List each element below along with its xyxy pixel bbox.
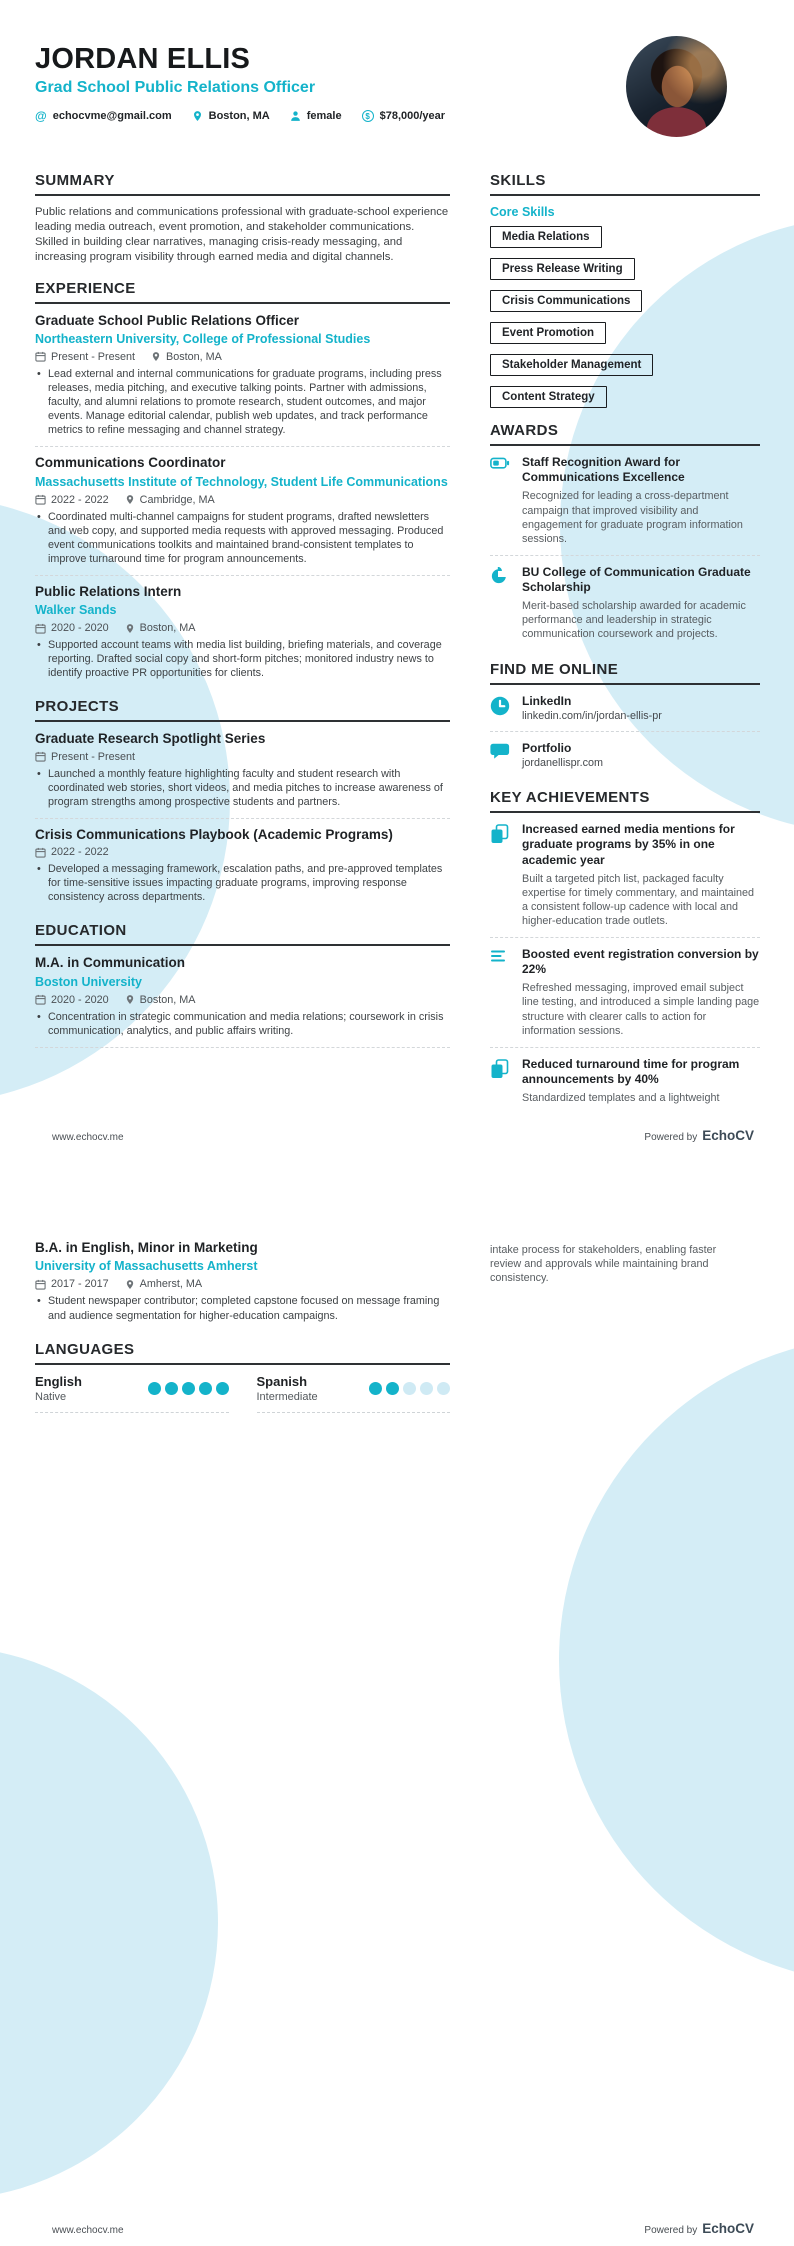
contact-location <box>192 110 270 122</box>
award-description: Merit-based scholarship awarded for academic performance and leadership in strategic communication coursework and projects. <box>522 600 746 641</box>
entry-bullet: • Supported account teams with media list building, briefing materials, and coverage reporting. Drafted social copy and short-form pitches; monitored industry news to identify proactive PR opportunities for clients. <box>35 638 450 680</box>
achievement-content <box>522 947 760 1038</box>
section-heading-education: EDUCATION <box>35 922 450 946</box>
contact-salary-text: $78,000/year <box>379 110 446 123</box>
calendar-icon <box>35 847 46 858</box>
location-pin-icon <box>125 623 135 634</box>
coin-icon <box>362 110 374 122</box>
pie-chart-icon <box>490 565 510 642</box>
section-heading-experience: EXPERIENCE <box>35 280 450 304</box>
right-column-page-2 <box>490 1243 746 1285</box>
entry-company: Massachusetts Institute of Technology, Student Life Communications <box>35 474 448 489</box>
location <box>125 994 196 1006</box>
entry-bullet: • Coordinated multi-channel campaigns for student programs, drafted newsletters and web copy, and supported media requests with approved messaging. Produced event communications toolkits and maintained brand-consistent templates to improve turnaround time for program announcements. <box>35 510 450 566</box>
award-content <box>522 455 760 546</box>
language-name: English <box>35 1373 82 1389</box>
decorative-circle <box>559 1336 794 1984</box>
speech-bubble-icon <box>490 741 510 769</box>
award-title: Staff Recognition Award for Communications Excellence <box>522 455 685 485</box>
calendar-icon <box>35 751 46 762</box>
contact-gender-text: female <box>306 110 342 123</box>
location <box>125 1278 202 1290</box>
left-column-page-2 <box>35 1240 450 1413</box>
date-range <box>35 622 109 634</box>
achievement-description: Refreshed messaging, improved email subject line testing, and introduced a simple landing page structure with clearer calls to action for information sessions. <box>522 982 760 1037</box>
entry-bullet: • Concentration in strategic communication and media relations; coursework in crisis communication, analytics, and public affairs writing. <box>35 1010 450 1038</box>
skill-group-label: Core Skills <box>490 205 555 219</box>
skill-chip: Stakeholder Management <box>490 354 653 376</box>
calendar-icon <box>35 994 46 1005</box>
entry-meta <box>35 994 450 1006</box>
powered-by <box>644 2221 754 2236</box>
section-heading-projects: PROJECTS <box>35 698 450 722</box>
location-pin-icon <box>192 110 203 122</box>
entry-meta <box>35 351 450 363</box>
language-text <box>257 1374 318 1403</box>
location-text: Cambridge, MA <box>139 493 215 506</box>
contact-salary <box>362 110 445 122</box>
award-item <box>490 565 760 648</box>
skill-chip: Event Promotion <box>490 322 606 344</box>
project-entry <box>35 731 450 819</box>
language-name: Spanish <box>256 1373 308 1389</box>
linkedin-icon <box>490 694 510 722</box>
right-column-page-1 <box>490 172 760 1117</box>
date-text: 2017 - 2017 <box>51 1278 109 1291</box>
date-range <box>35 751 135 763</box>
degree-title: M.A. in Communication <box>35 955 185 971</box>
left-column-page-1 <box>35 172 450 1056</box>
entry-bullet: • Developed a messaging framework, escalation paths, and pre-approved templates for time-sensitive issues impacting graduate programs, improving response consistency across departments. <box>35 862 450 904</box>
page-footer <box>0 2221 794 2236</box>
section-heading-key-achievements: KEY ACHIEVEMENTS <box>490 789 760 813</box>
location-pin-icon <box>125 1279 135 1290</box>
experience-entry <box>35 455 450 576</box>
skill-chip: Media Relations <box>490 226 602 248</box>
achievement-description: Standardized templates and a lightweight <box>522 1092 720 1105</box>
person-icon <box>290 110 301 122</box>
location <box>125 494 215 506</box>
job-title: Grad School Public Relations Officer <box>35 79 316 97</box>
location-text: Boston, MA <box>139 993 196 1006</box>
online-profile-item <box>490 694 760 732</box>
achievement-description-continued: intake process for stakeholders, enabling faster review and approvals while maintaining brand consistency. <box>490 1244 717 1285</box>
online-profile-content <box>522 741 603 769</box>
section-heading-languages: LANGUAGES <box>35 1341 450 1365</box>
footer-site-link[interactable]: www.echocv.me <box>52 2225 124 2236</box>
section-heading-summary: SUMMARY <box>35 172 450 196</box>
achievement-item <box>490 822 760 938</box>
location-pin-icon <box>151 351 161 362</box>
location-pin-icon <box>125 494 135 505</box>
online-profile-item <box>490 741 760 775</box>
project-entry <box>35 827 450 909</box>
date-text: 2020 - 2020 <box>51 993 109 1006</box>
copy-icon <box>490 1057 510 1106</box>
skill-chip: Crisis Communications <box>490 290 642 312</box>
entry-company: Northeastern University, College of Professional Studies <box>35 331 371 346</box>
section-heading-find-me-online: FIND ME ONLINE <box>490 661 760 685</box>
date-range <box>35 994 109 1006</box>
location-text: Amherst, MA <box>139 1278 203 1291</box>
battery-icon <box>490 455 510 546</box>
profile-label: LinkedIn <box>522 694 572 709</box>
profile-label: Portfolio <box>522 741 572 756</box>
powered-by-prefix: Powered by <box>644 1132 698 1143</box>
entry-title: Public Relations Intern <box>35 583 182 599</box>
language-proficiency-dots <box>148 1382 229 1395</box>
experience-entry <box>35 313 450 448</box>
entry-bullet: • Student newspaper contributor; completed capstone focused on message framing and audience segmentation for higher-education campaigns. <box>35 1294 450 1322</box>
entry-meta <box>35 751 450 763</box>
language-item <box>257 1374 451 1413</box>
summary-text: Public relations and communications professional with graduate-school experience leading media outreach, event promotion, and stakeholder communications. Skilled in building clear narratives, managing crisis-ready messaging, and increasing program visibility through earned media and digital channels. <box>35 206 449 264</box>
entry-title: Graduate Research Spotlight Series <box>35 731 266 747</box>
location <box>125 622 196 634</box>
date-range <box>35 351 135 363</box>
language-proficiency-dots <box>369 1382 450 1395</box>
brand-logo: EchoCV <box>702 2221 754 2236</box>
powered-by-prefix: Powered by <box>644 2225 698 2236</box>
date-range <box>35 846 109 858</box>
degree-title: B.A. in English, Minor in Marketing <box>35 1240 258 1255</box>
award-title: BU College of Communication Graduate Scholarship <box>522 564 751 594</box>
powered-by <box>644 1128 754 1143</box>
language-text <box>35 1374 82 1403</box>
date-text: 2022 - 2022 <box>51 846 109 859</box>
entry-title: Crisis Communications Playbook (Academic Programs) <box>35 826 393 842</box>
at-icon <box>35 109 47 123</box>
calendar-icon <box>35 494 46 505</box>
contact-row <box>35 109 445 123</box>
award-content <box>522 565 760 642</box>
achievement-item <box>490 947 760 1048</box>
achievement-title: Increased earned media mentions for graduate programs by 35% in one academic year <box>522 822 735 867</box>
profile-photo <box>626 36 727 137</box>
entry-title: Communications Coordinator <box>35 455 226 471</box>
section-heading-skills: SKILLS <box>490 172 760 196</box>
achievement-content <box>522 822 760 928</box>
date-range <box>35 1278 109 1290</box>
location <box>151 351 222 363</box>
lines-icon <box>490 947 510 1038</box>
entry-meta <box>35 622 450 634</box>
location-text: Boston, MA <box>166 350 222 363</box>
online-profile-content <box>522 694 662 722</box>
contact-email-text: echocvme@gmail.com <box>52 110 172 123</box>
header <box>35 44 445 123</box>
achievement-description: Built a targeted pitch list, packaged faculty expertise for timely commentary, and maintained a consistent follow-up cadence with local and higher-education trade outlets. <box>522 872 755 927</box>
date-text: Present - Present <box>51 750 136 763</box>
calendar-icon <box>35 623 46 634</box>
entry-bullet: • Launched a monthly feature highlighting faculty and student research with coordinated web stories, short videos, and media pitches to increase awareness of program strengths among prospective students and partners. <box>35 767 450 809</box>
date-text: Present - Present <box>51 350 136 363</box>
copy-icon <box>490 822 510 928</box>
contact-gender <box>290 110 342 122</box>
entry-meta <box>35 846 450 858</box>
contact-email[interactable] <box>35 109 172 123</box>
profile-url[interactable]: jordanellispr.com <box>522 757 604 770</box>
calendar-icon <box>35 1279 46 1290</box>
entry-meta <box>35 1278 450 1290</box>
languages-row <box>35 1374 450 1413</box>
location-text: Boston, MA <box>139 622 196 635</box>
education-entry <box>35 1240 450 1327</box>
location-pin-icon <box>125 994 135 1005</box>
profile-url[interactable]: linkedin.com/in/jordan-ellis-pr <box>522 710 662 723</box>
achievement-item <box>490 1057 760 1112</box>
date-text: 2022 - 2022 <box>51 493 109 506</box>
calendar-icon <box>35 351 46 362</box>
award-item <box>490 455 760 556</box>
language-level: Native <box>35 1390 67 1403</box>
contact-location-text: Boston, MA <box>208 110 270 123</box>
brand-logo: EchoCV <box>702 1128 754 1143</box>
section-heading-awards: AWARDS <box>490 422 760 446</box>
achievement-title: Reduced turnaround time for program announcements by 40% <box>522 1056 740 1086</box>
skill-chip: Press Release Writing <box>490 258 635 280</box>
date-text: 2020 - 2020 <box>51 622 109 635</box>
achievement-content <box>522 1057 760 1106</box>
entry-title: Graduate School Public Relations Officer <box>35 312 300 328</box>
achievement-title: Boosted event registration conversion by 22% <box>522 946 759 977</box>
skill-chip: Content Strategy <box>490 386 607 408</box>
page-footer <box>0 1128 794 1143</box>
entry-bullet: • Lead external and internal communications for graduate programs, including press releases, media pitching, and executive talking points. Partner with admissions, faculty, and alumni relations to promote research, student outcomes, and major events. Manage editorial calendar, publish web updates, and track performance metrics to refine messaging and channel strategy. <box>35 367 450 437</box>
language-level: Intermediate <box>256 1390 318 1403</box>
entry-company: Walker Sands <box>35 603 117 618</box>
school-name: Boston University <box>35 974 142 989</box>
entry-meta <box>35 494 450 506</box>
education-entry <box>35 955 450 1048</box>
candidate-name: JORDAN ELLIS <box>35 43 251 75</box>
award-description: Recognized for leading a cross-department campaign that improved visibility and engagement for graduate program information sessions. <box>522 490 743 545</box>
experience-entry <box>35 584 450 685</box>
language-item <box>35 1374 229 1413</box>
footer-site-link[interactable]: www.echocv.me <box>52 1132 124 1143</box>
date-range <box>35 494 109 506</box>
decorative-circle <box>0 1646 218 2200</box>
school-name: University of Massachusetts Amherst <box>35 1259 258 1274</box>
